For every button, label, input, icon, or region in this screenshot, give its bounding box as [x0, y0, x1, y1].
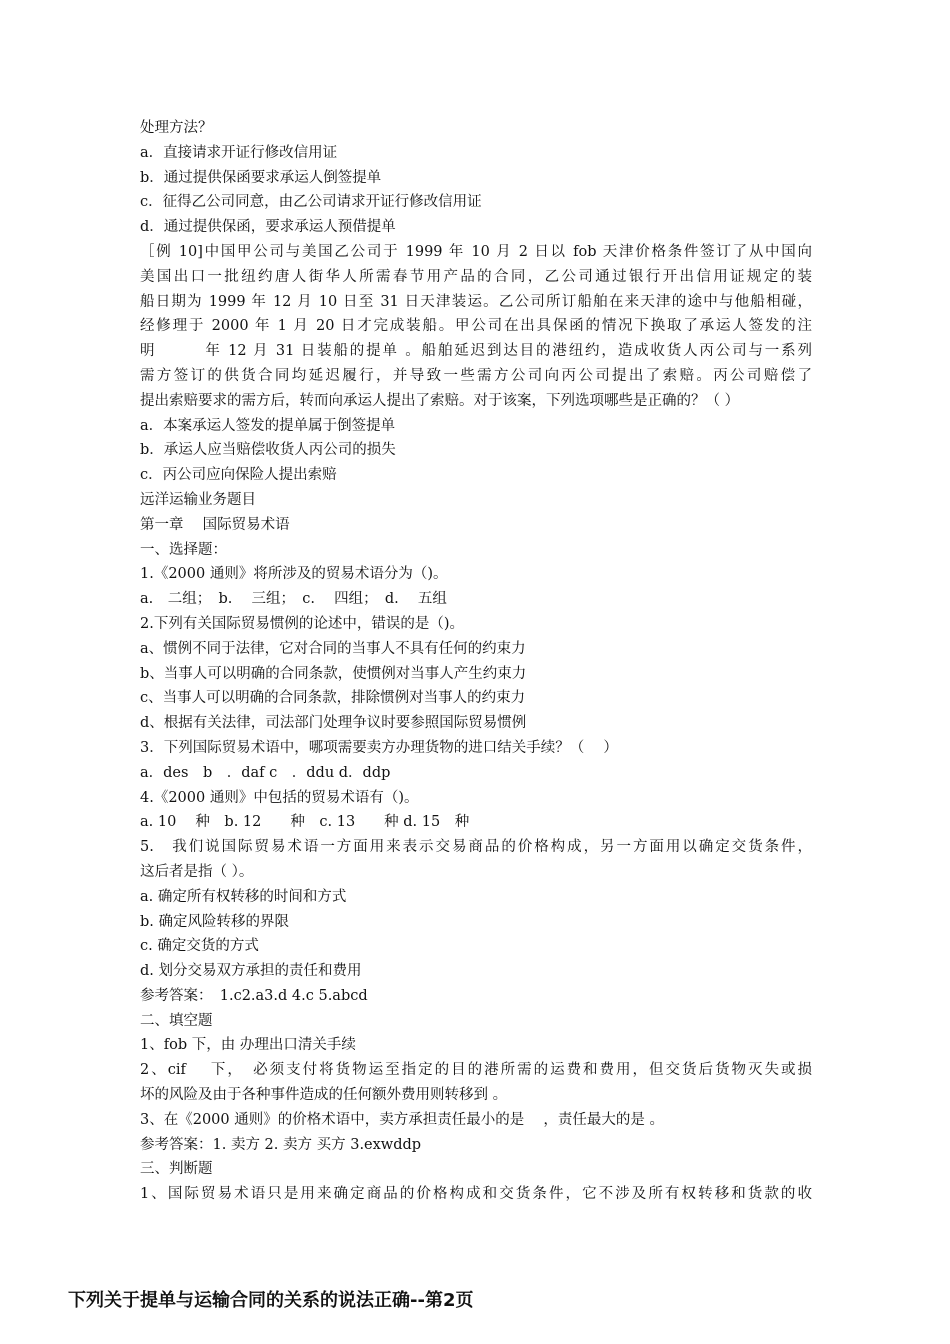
- text-line: 第一章 国际贸易术语: [140, 516, 290, 533]
- text-line: 明 年 12 月 31 日装船的提单 。船舶延迟到达目的港纽约，造成收货人丙公司与一系列: [140, 343, 812, 360]
- text-line: 船日期为 1999 年 12 月 10 日至 31 日天津装运。乙公司所订船舶在来天津的途中与他船相碰，: [140, 293, 812, 310]
- text-line: 远洋运输业务题目: [140, 491, 256, 508]
- text-line: 参考答案：1. 卖方 2. 卖方 买方 3.exwddp: [140, 1136, 422, 1153]
- text-line: c. 确定交货的方式: [140, 938, 259, 955]
- text-line: b．通过提供保函要求承运人倒签提单: [140, 169, 382, 186]
- text-line: 一、选择题：: [140, 541, 227, 558]
- page-footer: 下列关于提单与运输合同的关系的说法正确--第2页: [68, 1290, 474, 1311]
- text-line: 提出索赔要求的需方后，转而向承运人提出了索赔。对于该案，下列选项哪些是正确的？（ ）: [140, 392, 740, 409]
- text-line: 1、国际贸易术语只是用来确定商品的价格构成和交货条件，它不涉及所有权转移和货款的收: [140, 1186, 812, 1203]
- text-line: c．丙公司应向保险人提出索赔: [140, 467, 337, 484]
- text-line: 经修理于 2000 年 1 月 20 日才完成装船。甲公司在出具保函的情况下换取了承运人签发的注: [140, 318, 812, 335]
- text-line: ［例 10]中国甲公司与美国乙公司于 1999 年 10 月 2 日以 fob 天津价格条件签订了从中国向: [140, 243, 812, 260]
- text-line: 4.《2000 通则》中包括的贸易术语有（)。: [140, 789, 419, 806]
- text-line: 2.下列有关国际贸易惯例的论述中，错误的是（)。: [140, 615, 464, 632]
- text-line: 需方签订的供货合同均延迟履行，并导致一些需方公司向丙公司提出了索赔。丙公司赔偿了: [140, 367, 812, 384]
- document-body: [140, 116, 812, 1207]
- text-line: a. 确定所有权转移的时间和方式: [140, 888, 347, 905]
- text-line: a. 二组； b. 三组； c. 四组； d. 五组: [140, 591, 447, 608]
- text-line: c、当事人可以明确的合同条款，排除惯例对当事人的约束力: [140, 690, 526, 707]
- text-line: 3、在《2000 通则》的价格术语中，卖方承担责任最小的是 ，责任最大的是 。: [140, 1111, 664, 1128]
- text-line: 处理方法？: [140, 120, 213, 136]
- text-line: 美国出口一批纽约唐人街华人所需春节用产品的合同，乙公司通过银行开出信用证规定的装: [140, 268, 812, 285]
- text-line: 1、fob 下，由 办理出口清关手续: [140, 1037, 356, 1054]
- text-line: 2、cif 下， 必须支付将货物运至指定的目的港所需的运费和费用，但交货后货物灭失或损: [140, 1062, 812, 1079]
- text-line: d．通过提供保函，要求承运人预借提单: [140, 219, 396, 236]
- text-line: a. 10 种 b. 12 种 c. 13 种 d. 15 种: [140, 814, 470, 831]
- text-line: 坏的风险及由于各种事件造成的任何额外费用则转移到 。: [140, 1087, 508, 1104]
- text-line: d、根据有关法律，司法部门处理争议时要参照国际贸易惯例: [140, 715, 527, 732]
- text-line: a、惯例不同于法律，它对合同的当事人不具有任何的约束力: [140, 640, 526, 657]
- text-line: 参考答案： 1.c2.a3.d 4.c 5.abcd: [140, 987, 368, 1004]
- text-line: 三、判断题: [140, 1161, 213, 1178]
- text-line: 二、填空题: [140, 1012, 213, 1029]
- text-line: a．des b ．daf c ．ddu d．ddp: [140, 764, 391, 781]
- text-line: b. 确定风险转移的界限: [140, 913, 289, 930]
- text-line: 3．下列国际贸易术语中，哪项需要卖方办理货物的进口结关手续？（ ）: [140, 739, 618, 756]
- text-line: 5. 我们说国际贸易术语一方面用来表示交易商品的价格构成，另一方面用以确定交货条件，: [140, 839, 812, 856]
- text-line: c．征得乙公司同意，由乙公司请求开证行修改信用证: [140, 194, 482, 211]
- text-line: b．承运人应当赔偿收货人丙公司的损失: [140, 442, 396, 459]
- text-line: d. 划分交易双方承担的责任和费用: [140, 963, 362, 980]
- text-line: 这后者是指（ ）。: [140, 863, 254, 880]
- text-line: a．直接请求开证行修改信用证: [140, 144, 338, 161]
- text-line: a．本案承运人签发的提单属于倒签提单: [140, 417, 396, 434]
- text-line: b、当事人可以明确的合同条款，使惯例对当事人产生约束力: [140, 665, 527, 682]
- text-line: 1.《2000 通则》将所涉及的贸易术语分为（)。: [140, 566, 448, 583]
